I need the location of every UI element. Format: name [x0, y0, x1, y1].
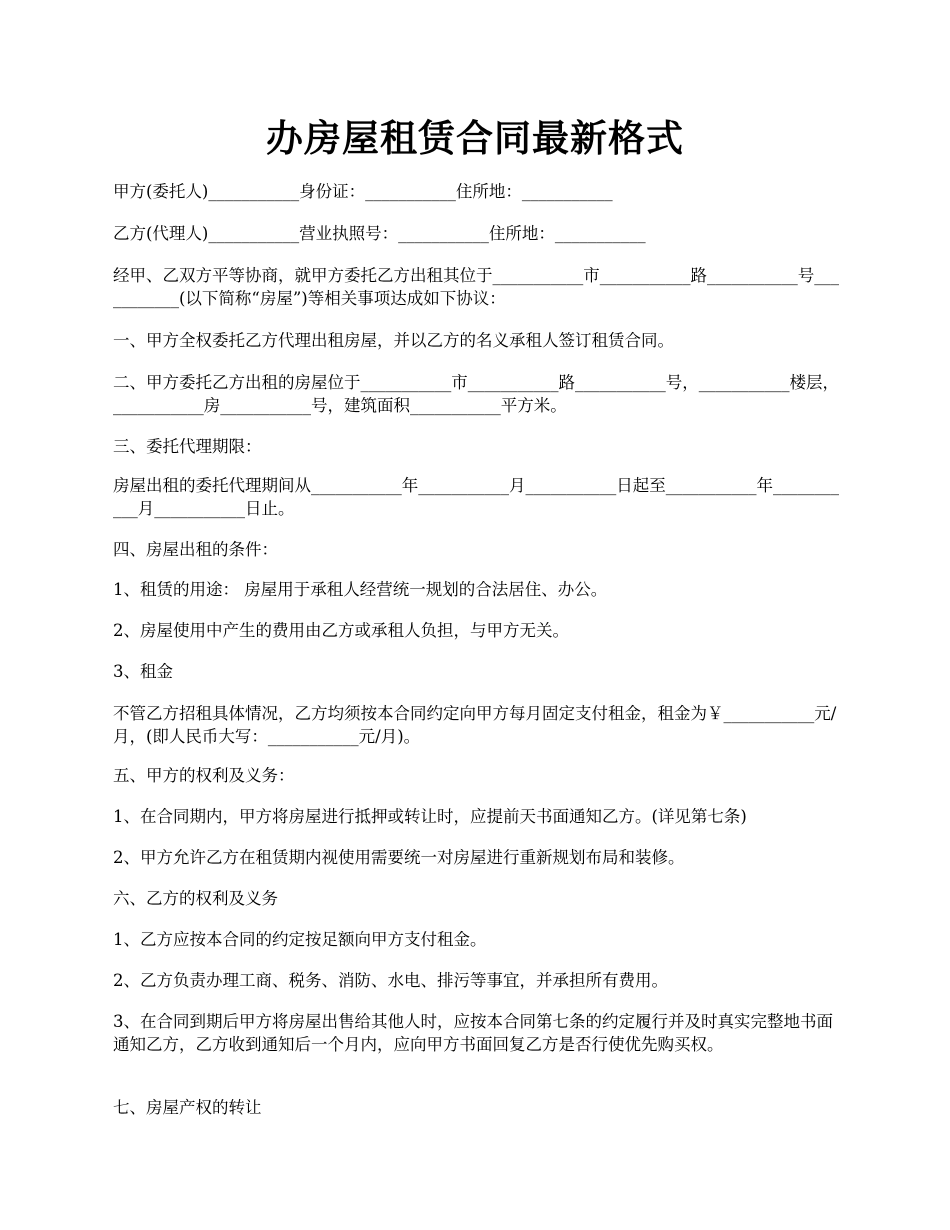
paragraph-rent-terms: 不管乙方招租具体情况，乙方均须按本合同约定向甲方每月固定支付租金，租金为￥___________元/月，(即人民币大写：___________元/月)。: [113, 704, 837, 746]
paragraph-clause-5-item-1: 1、在合同期内，甲方将房屋进行抵押或转让时，应提前天书面通知乙方。(详见第七条): [113, 807, 747, 826]
paragraph-party-b: 乙方(代理人)___________营业执照号：___________住所地：___________: [113, 224, 646, 243]
paragraph-clause-5-heading: 五、甲方的权利及义务：: [113, 766, 295, 785]
paragraph-clause-4-item-3: 3、租金: [113, 662, 173, 681]
paragraph-clause-7-heading: 七、房屋产权的转让: [113, 1098, 262, 1117]
paragraph-clause-6-item-2: 2、乙方负责办理工商、税务、消防、水电、排污等事宜，并承担所有费用。: [113, 971, 668, 990]
paragraph-clause-3-period: 房屋出租的委托代理期间从___________年___________月___________日起至___________年___________月___________日止。: [113, 476, 839, 518]
paragraph-clause-4-heading: 四、房屋出租的条件：: [113, 540, 278, 559]
paragraph-clause-1: 一、甲方全权委托乙方代理出租房屋，并以乙方的名义承租人签订租赁合同。: [113, 331, 674, 350]
paragraph-clause-4-item-1: 1、租赁的用途： 房屋用于承租人经营统一规划的合法居住、办公。: [113, 580, 608, 599]
paragraph-clause-3-heading: 三、委托代理期限：: [113, 437, 262, 456]
document-title: 办房屋租赁合同最新格式: [266, 116, 684, 160]
paragraph-clause-5-item-2: 2、甲方允许乙方在租赁期内视使用需要统一对房屋进行重新规划布局和装修。: [113, 848, 685, 867]
paragraph-clause-6-item-1: 1、乙方应按本合同的约定按足额向甲方支付租金。: [113, 930, 487, 949]
paragraph-clause-6-heading: 六、乙方的权利及义务: [113, 889, 278, 908]
paragraph-preamble: 经甲、乙双方平等协商，就甲方委托乙方出租其位于___________市___________路___________号___________(以下简称“房屋”)等相关事项达成如下协议：: [113, 266, 839, 308]
paragraph-party-a: 甲方(委托人)___________身份证：___________住所地：___________: [113, 182, 613, 201]
paragraph-clause-6-item-3: 3、在合同到期后甲方将房屋出售给其他人时，应按本合同第七条的约定履行并及时真实完整地书面通知乙方，乙方收到通知后一个月内，应向甲方书面回复乙方是否行使优先购买权。: [113, 1012, 833, 1054]
paragraph-clause-2: 二、甲方委托乙方出租的房屋位于___________市___________路___________号，___________楼层，___________房___________号，建筑面积___________平方米。: [113, 373, 839, 415]
paragraph-clause-4-item-2: 2、房屋使用中产生的费用由乙方或承租人负担，与甲方无关。: [113, 621, 569, 640]
